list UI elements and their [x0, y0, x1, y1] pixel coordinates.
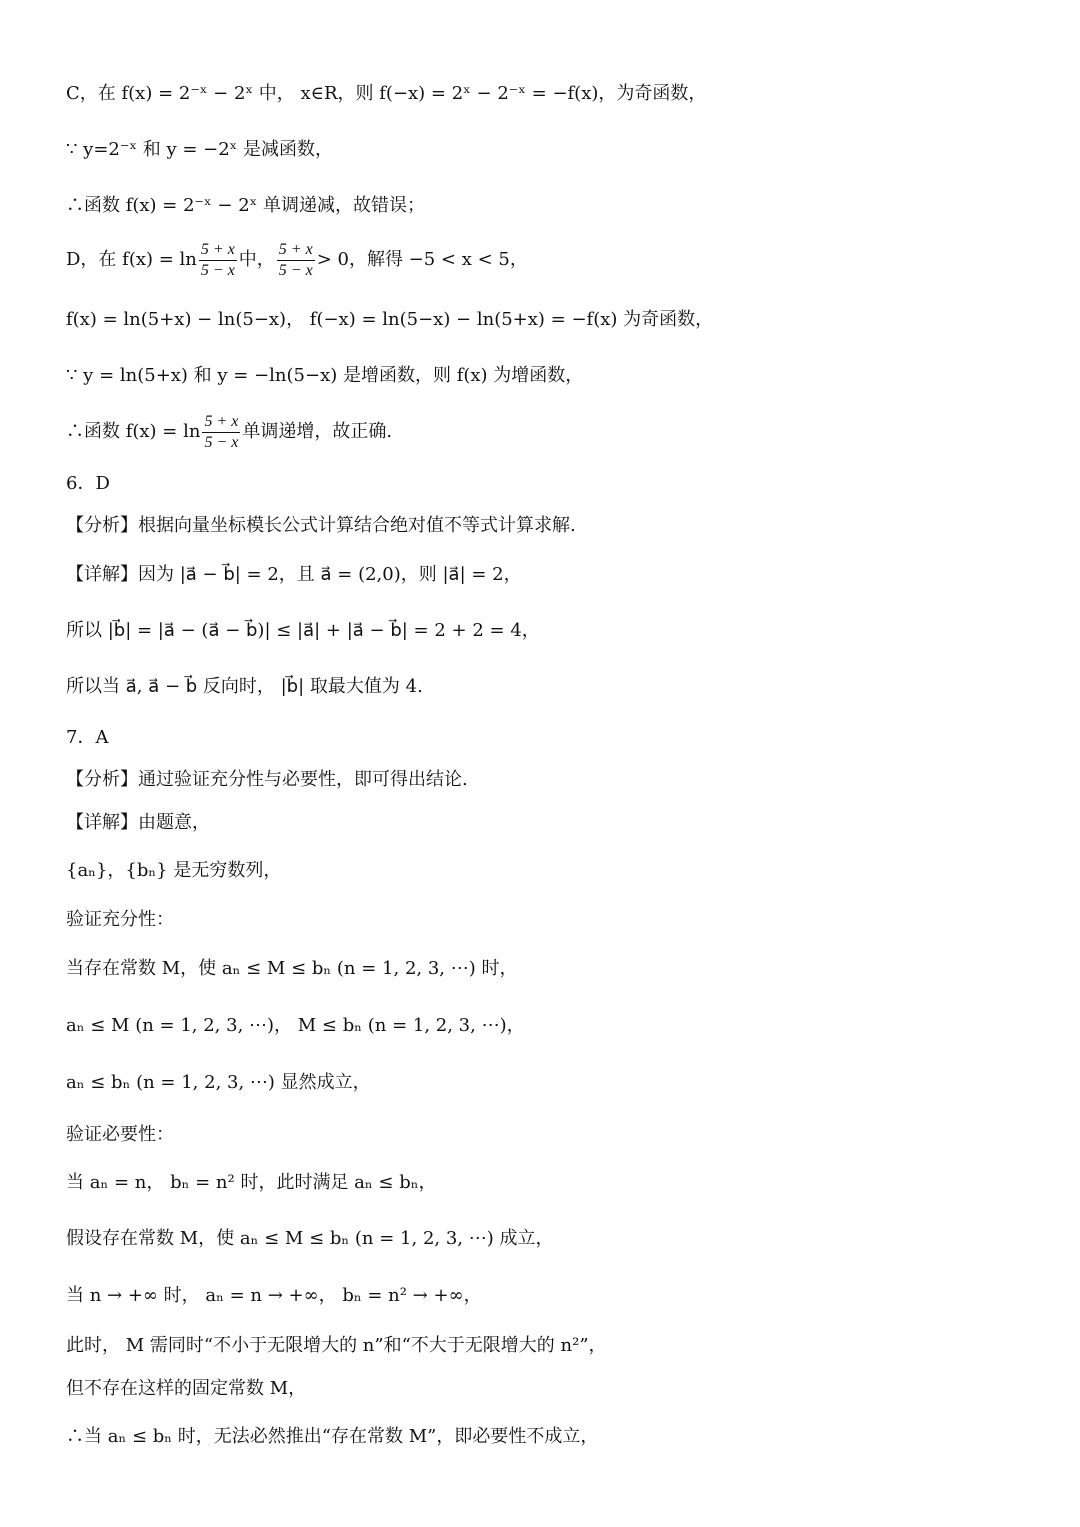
fraction-numerator: 5 + x	[202, 412, 240, 433]
fraction-denominator: 5 − x	[278, 261, 313, 279]
sufficiency-result-line: aₙ ≤ bₙ (n = 1, 2, 3, ⋯) 显然成立，	[66, 1072, 371, 1093]
fraction-denominator: 5 − x	[200, 261, 235, 279]
sufficiency-bounds-line: aₙ ≤ M (n = 1, 2, 3, ⋯)， M ≤ bₙ (n = 1, 2, 3, ⋯)，	[66, 1015, 525, 1036]
no-constant-line: 但不存在这样的固定常数 M，	[66, 1378, 307, 1399]
increasing-reason-line: ∵ y = ln(5+x) 和 y = −ln(5−x) 是增函数，则 f(x) 为增函数，	[66, 365, 584, 386]
final-conclusion-line: ∴当 aₙ ≤ bₙ 时，无法必然推出“存在常数 M”，即必要性不成立，	[66, 1426, 599, 1447]
sufficiency-heading: 验证充分性：	[66, 909, 174, 930]
option-d-suffix: > 0，解得 −5 < x < 5，	[316, 249, 528, 270]
sequences-line: {aₙ}，{bₙ} 是无穷数列，	[66, 860, 282, 881]
option-d-mid: 中，	[238, 249, 275, 270]
option-c-line: C，在 f(x) = 2⁻ˣ − 2ˣ 中， x∈R，则 f(−x) = 2ˣ − 2⁻ˣ = −f(x)，为奇函数，	[66, 83, 707, 104]
q7-analysis-line: 【分析】通过验证充分性与必要性，即可得出结论.	[66, 769, 468, 790]
q6-inequality-line: 所以 |b⃗| = |a⃗ − (a⃗ − b⃗)| ≤ |a⃗| + |a⃗ − b⃗| = 2 + 2 = 4，	[66, 620, 540, 641]
limit-line: 当 n → +∞ 时， aₙ = n → +∞， bₙ = n² → +∞，	[66, 1285, 482, 1306]
decreasing-reason-line: ∵ y=2⁻ˣ 和 y = −2ˣ 是减函数，	[66, 139, 334, 160]
q7-detail-line: 【详解】由题意，	[66, 812, 210, 833]
fraction-denominator: 5 − x	[204, 433, 239, 451]
contradiction-line: 此时， M 需同时“不小于无限增大的 n”和“不大于无限增大的 n²”，	[66, 1335, 607, 1356]
question-7-answer: 7．A	[66, 727, 109, 748]
fraction-numerator: 5 + x	[277, 240, 315, 261]
fraction	[277, 240, 315, 281]
q6-analysis-line: 【分析】根据向量坐标模长公式计算结合绝对值不等式计算求解.	[66, 515, 576, 536]
fraction-numerator: 5 + x	[199, 240, 237, 261]
option-d-line	[66, 238, 1026, 282]
option-d-prefix: D，在 f(x) = ln	[66, 249, 197, 270]
q6-conclusion-line: 所以当 a⃗, a⃗ − b⃗ 反向时， |b⃗| 取最大值为 4.	[66, 676, 423, 697]
question-6-answer: 6．D	[66, 473, 110, 494]
sufficiency-condition-line: 当存在常数 M，使 aₙ ≤ M ≤ bₙ (n = 1, 2, 3, ⋯) 时，	[66, 958, 518, 979]
necessity-heading: 验证必要性：	[66, 1124, 174, 1145]
option-c-conclusion-line: ∴函数 f(x) = 2⁻ˣ − 2ˣ 单调递减，故错误；	[66, 195, 426, 216]
fraction	[199, 240, 237, 281]
q6-detail-line: 【详解】因为 |a⃗ − b⃗| = 2，且 a⃗ = (2,0)，则 |a⃗| = 2，	[66, 564, 522, 585]
conclusion-suffix: 单调递增，故正确.	[242, 421, 393, 442]
assumption-line: 假设存在常数 M，使 aₙ ≤ M ≤ bₙ (n = 1, 2, 3, ⋯) 成立，	[66, 1228, 554, 1249]
odd-function-line: f(x) = ln(5+x) − ln(5−x)， f(−x) = ln(5−x) − ln(5+x) = −f(x) 为奇函数，	[66, 309, 714, 330]
counterexample-line: 当 aₙ = n， bₙ = n² 时，此时满足 aₙ ≤ bₙ，	[66, 1172, 437, 1193]
option-d-conclusion-line	[66, 410, 1026, 454]
fraction	[202, 412, 240, 453]
conclusion-prefix: ∴函数 f(x) = ln	[66, 421, 201, 442]
